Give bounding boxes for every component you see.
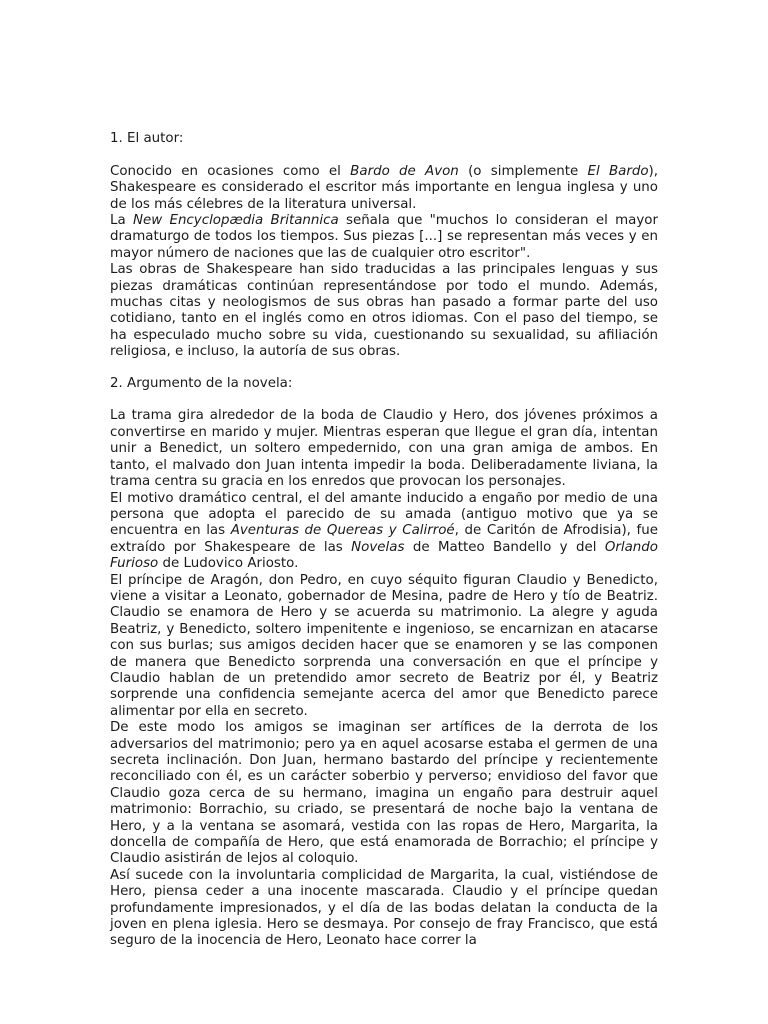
section-heading-plot: 2. Argumento de la novela: bbox=[110, 375, 293, 391]
italic-title: El Bardo bbox=[587, 163, 649, 179]
plot-paragraph-4: De este modo los amigos se imaginan ser artífices de la derrota de los adversarios del matrimonio; pero ya en aquel acosarse estaba el germen de una secreta inclinación. Don Juan, hermano bastardo del príncipe y recientemente reconciliado con él, es un carácter soberbio y perverso; envidioso del favor que Claudio goza cerca de su hermano, imagina un engaño para destruir aquel matrimonio: Borrachio, su criado, se presentará de noche bajo la ventana de Hero, y a la ventana se asomará, vestida con las ropas de Hero, Margarita, la doncella de compañía de Hero, que está enamorada de Borrachio; el príncipe y Claudio asistirán de lejos al coloquio. bbox=[110, 720, 658, 867]
italic-title: Aventuras de Quereas y Calirroé bbox=[230, 523, 455, 539]
plot-paragraph-5: Así sucede con la involuntaria complicidad de Margarita, la cual, vistiéndose de Hero, piensa ceder a una inocente mascarada. Claudio y el príncipe quedan profundamente impresionados, y el día de las bodas delatan la conducta de la joven en plena iglesia. Hero se desmaya. Por consejo de fray Francisco, que está seguro de la inocencia de Hero, Leonato hace correr la bbox=[110, 867, 658, 949]
author-paragraph-1: Conocido en ocasiones como el Bardo de Avon (o simplemente El Bardo), Shakespeare es considerado el escritor más importante en lengua inglesa y uno de los más célebres de la literatura universal. bbox=[110, 163, 659, 212]
plot-paragraph-3: El príncipe de Aragón, don Pedro, en cuyo séquito figuran Claudio y Benedicto, viene a visitar a Leonato, gobernador de Mesina, padre de Hero y tío de Beatriz. Claudio se enamora de Hero y se acuerda su matrimonio. La alegre y aguda Beatriz, y Benedicto, soltero impenitente e ingenioso, se encarnizan en atacarse con sus burlas; sus amigos deciden hacer que se enamoren y se las componen de manera que Benedicto sorprenda una conversación en que el príncipe y Claudio hablan de un pretendido amor secreto de Beatriz por él, y Beatriz sorprende una confidencia semejante acerca del amor que Benedicto parece alimentar por ella en secreto. bbox=[110, 572, 658, 719]
author-paragraph-3: Las obras de Shakespeare han sido traducidas a las principales lenguas y sus piezas dramáticas continúan representándose por todo el mundo. Además, muchas citas y neologismos de sus obras han pasado a formar parte del uso cotidiano, tanto en el inglés como en otros idiomas. Con el paso del tiempo, se ha especulado mucho sobre su vida, cuestionando su sexualidad, su afiliación religiosa, e incluso, la autoría de sus obras. bbox=[110, 262, 658, 360]
italic-title: Novelas bbox=[351, 539, 405, 555]
plot-paragraph-1: La trama gira alrededor de la boda de Claudio y Hero, dos jóvenes próximos a convertirse en marido y mujer. Mientras esperan que llegue el gran día, intentan unir a Benedict, un soltero empedernido, con una gran amiga de ambos. En tanto, el malvado don Juan intenta impedir la boda. Deliberadamente liviana, la trama centra su gracia en los enredos que provocan los personajes. bbox=[110, 408, 658, 490]
plot-paragraph-2: El motivo dramático central, el del amante inducido a engaño por medio de una persona que adopta el parecido de su amada (antiguo motivo que ya se encuentra en las Aventuras de Quereas y Calirroé, de Caritón de Afrodisia), fue extraído por Shakespeare de las Novelas de Matteo Bandello y del Orlando Furioso de Ludovico Ariosto. bbox=[110, 490, 658, 572]
italic-title: New Encyclopædia Britannica bbox=[132, 213, 339, 229]
italic-title: Bardo de Avon bbox=[350, 163, 459, 179]
section-heading-author: 1. El autor: bbox=[110, 131, 184, 146]
document-body bbox=[110, 131, 658, 950]
author-paragraph-2: La New Encyclopædia Britannica señala que "muchos lo consideran el mayor dramaturgo de todos los tiempos. Sus piezas [...] se representan más veces y en mayor número de naciones que las de cualquier otro escritor". bbox=[110, 213, 658, 261]
italic-title: Orlando Furioso bbox=[110, 539, 658, 572]
